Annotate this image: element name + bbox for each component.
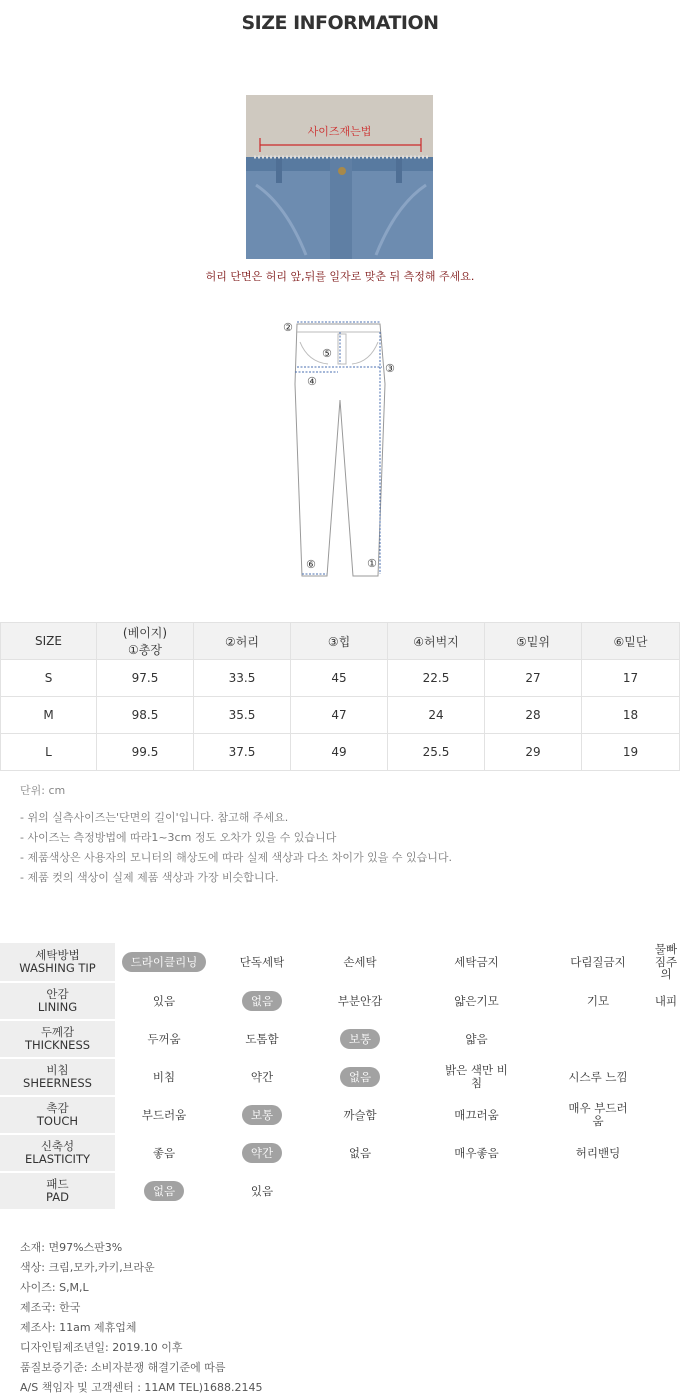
care-option-cell: [544, 1058, 652, 1096]
notes-list: [20, 808, 452, 888]
table-cell: 17: [582, 660, 680, 697]
header-hem: ⑥밑단: [582, 623, 680, 660]
marker-length: ①: [367, 557, 377, 570]
care-option: 기모: [586, 993, 610, 1008]
size-table: [0, 622, 680, 771]
care-label-en: THICKNESS: [24, 1037, 91, 1052]
care-option-cell: [213, 1172, 311, 1210]
care-option-cell: [544, 1134, 652, 1172]
header-waist: ②허리: [194, 623, 291, 660]
care-option-cell: [115, 982, 213, 1020]
care-label-ko: 촉감: [46, 1101, 69, 1116]
care-option-cell: [652, 982, 680, 1020]
care-option: 매우좋음: [454, 1145, 499, 1160]
care-option-cell: [115, 943, 213, 982]
care-option: 단독세탁: [239, 954, 285, 969]
care-option: 손세탁: [343, 954, 377, 969]
care-option-selected: 드라이클리닝: [122, 952, 207, 973]
care-row-label: [0, 1020, 115, 1058]
care-option: 밝은 색만 비침: [445, 1063, 508, 1090]
table-row: [1, 660, 680, 697]
care-table: [0, 943, 680, 1211]
table-cell: 47: [291, 697, 388, 734]
care-option: 매우 부드러움: [568, 1101, 628, 1128]
table-cell: 45: [291, 660, 388, 697]
care-label-ko: 두께감: [40, 1025, 75, 1040]
care-label-en: WASHING TIP: [19, 960, 96, 975]
jeans-waist-illustration: [246, 95, 433, 259]
waist-caption: 허리 단면은 허리 앞,뒤를 일자로 맞춘 뒤 측정해 주세요.: [205, 270, 475, 283]
care-option: 물빠짐주의: [654, 942, 678, 982]
care-option-cell: [213, 1058, 311, 1096]
care-option: 얇은기모: [454, 993, 499, 1008]
care-option: 내피: [654, 993, 678, 1008]
care-row: [0, 1134, 680, 1172]
care-option: 없음: [348, 1145, 372, 1160]
care-option: 비침: [152, 1069, 176, 1084]
care-option-selected: 보통: [340, 1029, 380, 1050]
care-label-en: ELASTICITY: [25, 1151, 90, 1166]
table-cell: 29: [485, 734, 582, 771]
care-option-cell: [652, 1058, 680, 1096]
care-option-cell: [213, 1134, 311, 1172]
care-option-cell: [409, 1172, 544, 1210]
table-header-row: [1, 623, 680, 660]
care-option: 도톰함: [245, 1031, 279, 1046]
care-label-ko: 비침: [46, 1063, 69, 1078]
care-label-ko: 세탁방법: [35, 948, 80, 963]
care-option-cell: [311, 1058, 409, 1096]
table-cell: 99.5: [97, 734, 194, 771]
page-title: SIZE INFORMATION: [241, 12, 439, 34]
care-label-en: PAD: [46, 1189, 69, 1204]
care-option-cell: [311, 1020, 409, 1058]
care-option-cell: [213, 1020, 311, 1058]
table-cell: 28: [485, 697, 582, 734]
care-option-cell: [544, 982, 652, 1020]
info-line: A/S 책임자 및 고객센터 : 11AM TEL)1688.2145: [20, 1381, 263, 1394]
care-option: 다림질금지: [570, 954, 626, 969]
care-row: [0, 943, 680, 982]
info-line: 사이즈: S,M,L: [20, 1281, 89, 1294]
care-option-cell: [409, 1096, 544, 1134]
care-option-cell: [311, 943, 409, 982]
marker-thigh: ④: [307, 375, 317, 388]
header-hip: ③힙: [291, 623, 388, 660]
care-option-cell: [652, 943, 680, 982]
care-row: [0, 1058, 680, 1096]
care-option-selected: 약간: [242, 1143, 282, 1164]
marker-hem: ⑥: [306, 558, 316, 571]
table-cell: S: [1, 660, 97, 697]
care-option-cell: [213, 982, 311, 1020]
product-info-list: [20, 1238, 263, 1398]
info-line: 소재: 면97%스판3%: [20, 1241, 123, 1254]
care-option: 있음: [250, 1183, 274, 1198]
care-option: 시스루 느낌: [568, 1069, 628, 1084]
care-row-label: [0, 982, 115, 1020]
care-row-label: [0, 943, 115, 982]
care-option-cell: [409, 943, 544, 982]
care-option-cell: [544, 943, 652, 982]
care-option-cell: [115, 1058, 213, 1096]
table-cell: L: [1, 734, 97, 771]
care-option: 약간: [250, 1069, 274, 1084]
care-option-cell: [652, 1020, 680, 1058]
care-option-cell: [409, 1020, 544, 1058]
care-option-cell: [115, 1096, 213, 1134]
header-rise: ⑤밑위: [485, 623, 582, 660]
care-option: 허리밴딩: [575, 1145, 621, 1160]
care-option-cell: [115, 1172, 213, 1210]
table-cell: 98.5: [97, 697, 194, 734]
note-item: - 사이즈는 측정방법에 따라1~3cm 정도 오차가 있을 수 있습니다: [20, 831, 337, 844]
care-option-selected: 없음: [144, 1181, 184, 1202]
care-option: 까슬함: [343, 1107, 377, 1122]
table-cell: 49: [291, 734, 388, 771]
pants-diagram: [270, 312, 410, 584]
waist-measure-photo: [246, 95, 433, 259]
care-option-cell: [544, 1096, 652, 1134]
info-line: 디자인팀제조년일: 2019.10 이후: [20, 1341, 183, 1354]
care-option-cell: [652, 1134, 680, 1172]
care-option-cell: [652, 1096, 680, 1134]
care-option: 두꺼움: [147, 1031, 181, 1046]
table-cell: 18: [582, 697, 680, 734]
care-row: [0, 1096, 680, 1134]
care-option-cell: [409, 982, 544, 1020]
care-row: [0, 1020, 680, 1058]
care-option-cell: [652, 1172, 680, 1210]
care-option: 부분안감: [337, 993, 383, 1008]
header-thigh: ④허벅지: [388, 623, 485, 660]
care-option: 세탁금지: [454, 954, 499, 969]
care-row-label: [0, 1096, 115, 1134]
info-line: 제조국: 한국: [20, 1301, 81, 1314]
care-option-cell: [213, 1096, 311, 1134]
care-option-cell: [311, 1172, 409, 1210]
note-item: - 제품색상은 사용자의 모니터의 해상도에 따라 실제 색상과 다소 차이가 있을 수 있습니다.: [20, 851, 452, 864]
table-row: [1, 734, 680, 771]
care-option-cell: [544, 1172, 652, 1210]
care-row: [0, 1172, 680, 1210]
care-option-cell: [115, 1020, 213, 1058]
care-label-ko: 신축성: [40, 1139, 75, 1154]
marker-waist: ②: [283, 321, 293, 334]
care-label-ko: 패드: [46, 1177, 69, 1192]
measure-label: 사이즈재는법: [307, 125, 372, 138]
care-option: 매끄러움: [454, 1107, 499, 1122]
info-line: 색상: 크림,모카,카키,브라운: [20, 1261, 155, 1274]
care-option-cell: [409, 1058, 544, 1096]
care-label-en: LINING: [37, 999, 78, 1014]
care-option-cell: [311, 1134, 409, 1172]
marker-rise: ⑤: [322, 347, 332, 360]
note-item: - 위의 실측사이즈는'단면의 길이'입니다. 참고해 주세요.: [20, 811, 289, 824]
header-length: (베이지) ①총장: [97, 623, 194, 660]
header-size: SIZE: [1, 623, 97, 660]
marker-hip: ③: [385, 362, 395, 375]
care-row-label: [0, 1172, 115, 1210]
info-line: 제조사: 11am 제휴업체: [20, 1321, 137, 1334]
care-option-selected: 없음: [242, 991, 282, 1012]
care-option-cell: [544, 1020, 652, 1058]
care-option-cell: [115, 1134, 213, 1172]
table-cell: 97.5: [97, 660, 194, 697]
care-row-label: [0, 1134, 115, 1172]
care-option-cell: [311, 1096, 409, 1134]
care-row-label: [0, 1058, 115, 1096]
care-row: [0, 982, 680, 1020]
table-cell: 24: [388, 697, 485, 734]
care-option: 좋음: [152, 1145, 176, 1160]
table-row: [1, 697, 680, 734]
care-option: 있음: [152, 993, 176, 1008]
table-cell: 35.5: [194, 697, 291, 734]
care-option-cell: [311, 982, 409, 1020]
table-cell: 22.5: [388, 660, 485, 697]
unit-label: 단위: cm: [20, 784, 66, 797]
table-cell: 33.5: [194, 660, 291, 697]
care-label-en: SHEERNESS: [23, 1075, 92, 1090]
care-label-ko: 안감: [46, 987, 69, 1002]
info-line: 품질보증기준: 소비자분쟁 해결기준에 따름: [20, 1361, 226, 1374]
care-option-selected: 보통: [242, 1105, 282, 1126]
table-cell: M: [1, 697, 97, 734]
care-option-cell: [409, 1134, 544, 1172]
note-item: - 제품 컷의 색상이 실제 제품 색상과 가장 비슷합니다.: [20, 871, 279, 884]
table-cell: 37.5: [194, 734, 291, 771]
care-option-selected: 없음: [340, 1067, 380, 1088]
care-label-en: TOUCH: [36, 1113, 79, 1128]
pants-outline-icon: [270, 312, 410, 584]
table-cell: 19: [582, 734, 680, 771]
care-option-cell: [213, 943, 311, 982]
table-cell: 27: [485, 660, 582, 697]
table-cell: 25.5: [388, 734, 485, 771]
care-option: 얇음: [465, 1031, 488, 1046]
care-option: 부드러움: [141, 1107, 187, 1122]
